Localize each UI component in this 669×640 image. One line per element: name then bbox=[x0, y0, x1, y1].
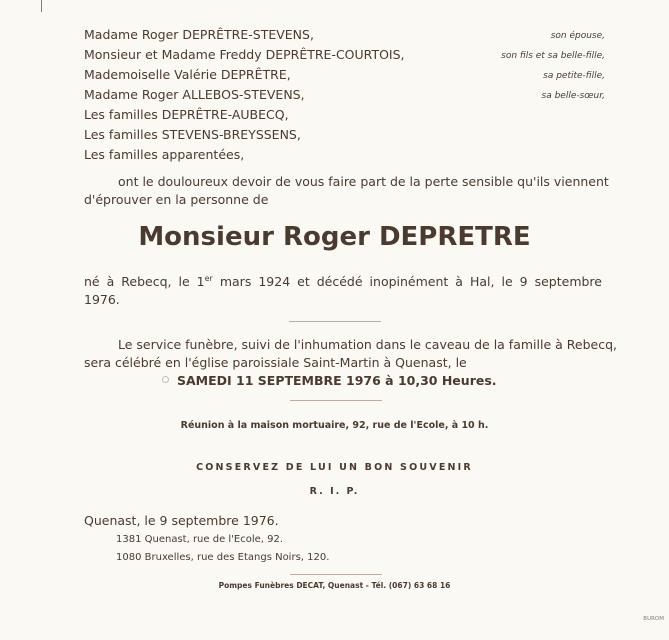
bullet-mark bbox=[162, 373, 170, 381]
address-2: 1080 Bruxelles, rue des Etangs Noirs, 120. bbox=[116, 552, 330, 563]
reunion-info: Réunion à la maison mortuaire, 92, rue de l'Ecole, à 10 h. bbox=[180, 420, 489, 431]
service-line-2: sera célébré en l'église paroissiale Saint-Martin à Quenast, le bbox=[84, 355, 467, 370]
announcement-line-1: ont le douloureux devoir de vous faire part de la perte sensible qu'ils viennent bbox=[118, 174, 609, 189]
service-line-1: Le service funèbre, suivi de l'inhumation dans le caveau de la famille à Rebecq, bbox=[118, 337, 617, 352]
family-name-1: Madame Roger DEPRÊTRE-STEVENS, bbox=[84, 27, 314, 42]
corner-mark bbox=[41, 0, 42, 12]
address-1: 1381 Quenast, rue de l'Ecole, 92. bbox=[116, 534, 284, 545]
announcement-line-2: d'éprouver en la personne de bbox=[84, 192, 269, 207]
family-relation-1: son épouse, bbox=[550, 31, 605, 41]
printer-mark: BUROM bbox=[643, 616, 664, 622]
family-name-7: Les familles apparentées, bbox=[84, 147, 245, 162]
birth-line-2: 1976. bbox=[84, 292, 120, 307]
rip-line: R. I. P. bbox=[309, 486, 360, 497]
family-name-2: Monsieur et Madame Freddy DEPRÊTRE-COURTOIS, bbox=[84, 47, 405, 62]
deceased-name: Monsieur Roger DEPRETRE bbox=[138, 222, 531, 252]
family-relation-4: sa belle-sœur, bbox=[541, 91, 605, 101]
birth-line-1: né à Rebecq, le 1er mars 1924 et décédé inopinément à Hal, le 9 septembre bbox=[84, 274, 602, 290]
service-date: SAMEDI 11 SEPTEMBRE 1976 à 10,30 Heures. bbox=[177, 373, 497, 388]
divider-2 bbox=[290, 400, 382, 401]
divider-3 bbox=[290, 574, 382, 575]
place-date: Quenast, le 9 septembre 1976. bbox=[84, 513, 279, 528]
family-relation-2: son fils et sa belle-fille, bbox=[501, 51, 605, 61]
family-name-3: Mademoiselle Valérie DEPRÊTRE, bbox=[84, 67, 291, 82]
divider-1 bbox=[289, 321, 381, 322]
family-name-6: Les familles STEVENS-BREYSSENS, bbox=[84, 127, 301, 142]
family-name-4: Madame Roger ALLEBOS-STEVENS, bbox=[84, 87, 305, 102]
family-relation-3: sa petite-fille, bbox=[543, 71, 605, 81]
funeral-home: Pompes Funèbres DECAT, Quenast - Tél. (067) 63 68 16 bbox=[218, 581, 451, 590]
souvenir-line: CONSERVEZ DE LUI UN BON SOUVENIR bbox=[196, 462, 473, 473]
family-name-5: Les familles DEPRÊTRE-AUBECQ, bbox=[84, 107, 289, 122]
